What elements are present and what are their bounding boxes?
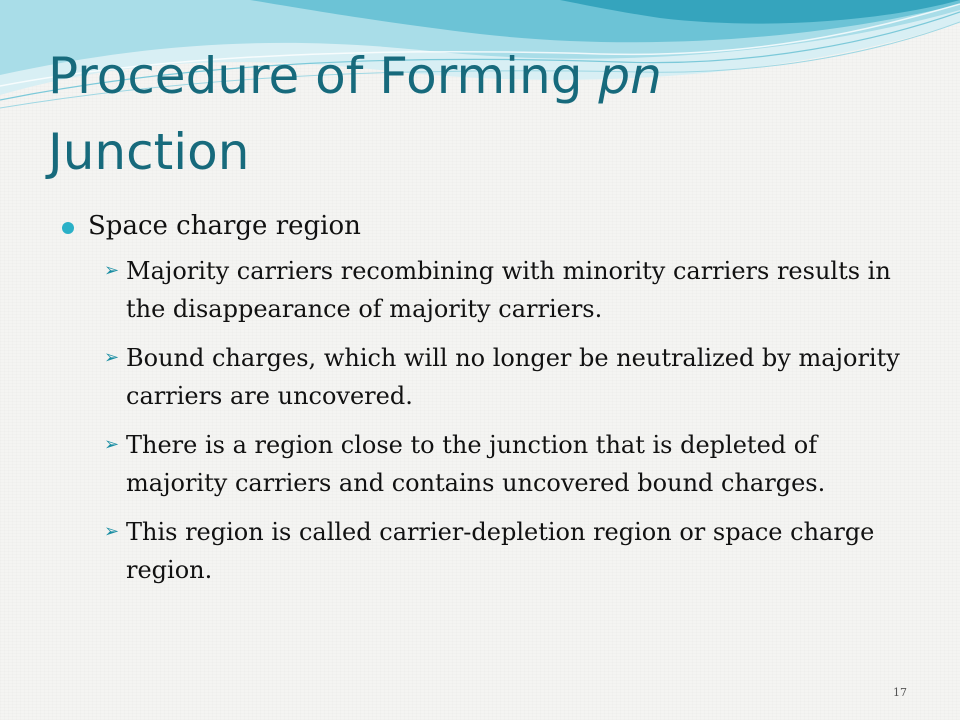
arrow-bullet-icon: ➢ bbox=[104, 347, 120, 368]
sub-bullet-text: Bound charges, which will no longer be neutralized by majority carriers are uncovered. bbox=[126, 344, 900, 410]
page-number: 17 bbox=[893, 686, 907, 699]
sub-bullet-text: There is a region close to the junction that is depleted of majority carriers and contains uncovered bound charges. bbox=[126, 431, 826, 497]
sub-bullet bbox=[104, 339, 904, 415]
sub-bullet-text: This region is called carrier-depletion region or space charge region. bbox=[126, 518, 875, 584]
title-emphasis: pn bbox=[598, 47, 662, 105]
main-bullet-text: Space charge region bbox=[88, 211, 361, 241]
sub-bullet bbox=[104, 252, 904, 328]
sub-bullet-text: Majority carriers recombining with minority carriers results in the disappearance of majority carriers. bbox=[126, 257, 891, 323]
sub-bullet bbox=[104, 426, 904, 502]
slide-body bbox=[62, 206, 922, 600]
sub-bullet-list bbox=[104, 252, 904, 589]
arrow-bullet-icon: ➢ bbox=[104, 260, 120, 281]
arrow-bullet-icon: ➢ bbox=[104, 521, 120, 542]
bullet-dot-icon bbox=[62, 222, 74, 234]
sub-bullet bbox=[104, 513, 904, 589]
arrow-bullet-icon: ➢ bbox=[104, 434, 120, 455]
main-bullet bbox=[62, 206, 922, 246]
slide-title: Procedure of Forming pn Junction bbox=[48, 47, 662, 181]
